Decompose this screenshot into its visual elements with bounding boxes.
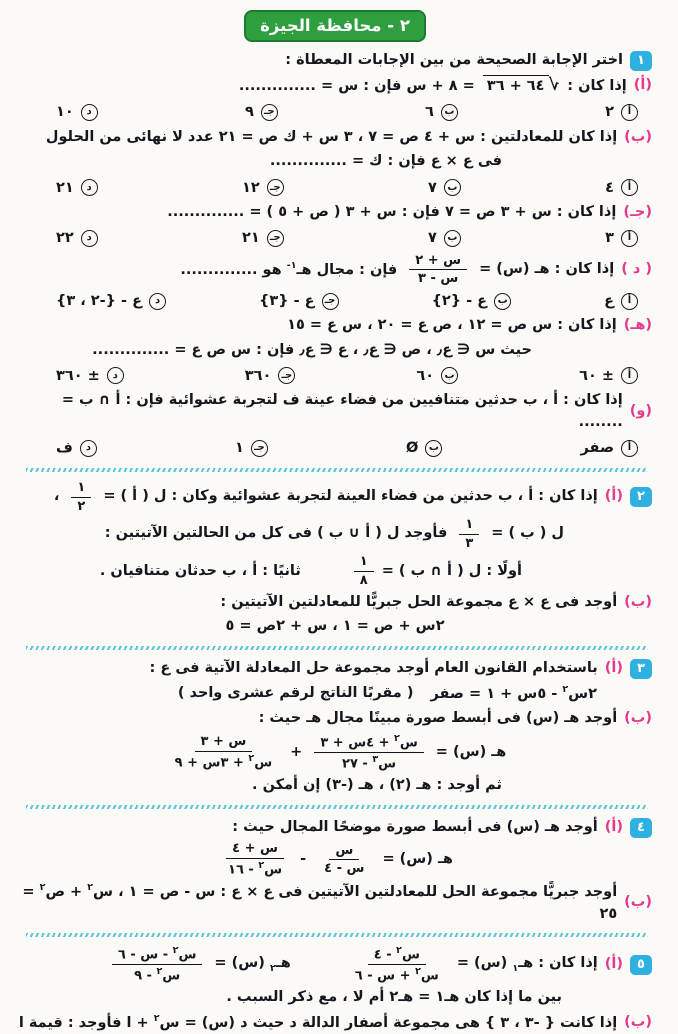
option [605, 104, 638, 121]
fraction-numerator: س + ٢ [409, 253, 467, 271]
exponent: ٢ [415, 966, 421, 978]
q1a-line [18, 75, 652, 98]
q1e-options [18, 364, 652, 387]
option-letter-circle: أ [621, 440, 638, 457]
option [605, 179, 638, 196]
term: (س) = [214, 955, 265, 972]
fraction [459, 517, 479, 551]
fraction [349, 945, 445, 984]
q4b-line [18, 881, 652, 925]
subscript: ٢ [269, 963, 276, 974]
q2b-text1: أوجد فى ع × ع مجموعة الحل جبريًّا للمعادلتين الآتيتين : [220, 593, 618, 610]
q4a-line1 [18, 817, 652, 839]
option-letter-circle: أ [621, 104, 638, 121]
term: أوجد جبريًّا مجموعة الحل للمعادلتين الآتيتين فى ع × ع : س - ص = ١ ، س [93, 883, 618, 900]
fraction-denominator [128, 965, 186, 984]
q2b-tag: (ب) [624, 593, 652, 610]
radical-icon: √ [548, 74, 560, 94]
exponent: ٢ [87, 881, 94, 893]
q1e-line1 [18, 315, 652, 337]
option [235, 440, 268, 457]
q2-number-badge: ٢ [630, 487, 652, 507]
exponent: ٢ [562, 683, 569, 695]
fraction-denominator [222, 859, 288, 878]
option-value: ١٠ [56, 104, 74, 120]
q3a-tag: (أ) [604, 660, 623, 676]
q2a-text3: فأوجد ل ( أ ∪ ب ) فى كل من الحالتين الآتيتين : [104, 525, 448, 542]
option [428, 230, 461, 247]
term: - ٢٧ [342, 756, 368, 772]
exponent: ٣ [372, 754, 379, 765]
option-value: ٧ [428, 230, 437, 247]
option-letter-circle: جـ [322, 293, 339, 310]
term: س [254, 755, 273, 771]
option-letter-circle: أ [621, 230, 638, 247]
q1d-post-run [180, 259, 397, 282]
q2a-line2 [18, 517, 652, 551]
option-value: ± ٣٦٠ [56, 367, 100, 384]
q1f-tag: (و) [629, 403, 652, 420]
option [242, 179, 284, 196]
option-value: صفر [580, 440, 614, 457]
section-divider [26, 646, 648, 650]
option-value: ع [604, 293, 614, 310]
option-value: ٣ [605, 230, 614, 247]
exponent: ٢ [248, 752, 255, 764]
option-value: ٣٦٠ [244, 367, 272, 384]
q1b-line1 [18, 127, 652, 149]
option [581, 440, 638, 457]
option [604, 293, 638, 310]
q5a-lhs1 [457, 953, 598, 976]
term: = ٢٥ [22, 883, 618, 922]
option-letter-circle: جـ [251, 440, 268, 457]
term: س [399, 735, 418, 751]
radicand: ٦٤ + ٣٦ [483, 75, 549, 98]
option [416, 367, 458, 384]
q1f-options [18, 437, 652, 460]
option [56, 104, 98, 121]
option-value: ع - {٣} [259, 293, 315, 310]
option-value: ع - {٢} [431, 293, 488, 310]
q1e-tag: (هـ) [623, 316, 652, 333]
option-letter-circle: د [107, 367, 124, 384]
q1a-tag: (أ) [633, 77, 652, 94]
q1b-options [18, 176, 652, 199]
fraction [112, 945, 203, 984]
option [245, 367, 296, 384]
option-value: ± ٦٠ [579, 367, 614, 384]
q1a-pre: إذا كان : [567, 77, 627, 94]
fraction [409, 253, 467, 287]
option [56, 179, 98, 196]
fraction-denominator [349, 965, 445, 984]
term: + ص [45, 883, 83, 900]
q1e-line2 [18, 340, 652, 362]
option-letter-circle: جـ [267, 179, 284, 196]
q2a-text2: ل ( ب ) = [491, 525, 564, 542]
q1d-options [18, 290, 652, 313]
q5a-text2: بين ما إذا كان هـ١ = هـ٢ أم لا ، مع ذكر السبب . [226, 989, 562, 1006]
term: - ١٦ [228, 862, 254, 878]
q1-title-line [18, 50, 652, 72]
q1f-line [18, 390, 652, 434]
term: س [378, 756, 397, 772]
q1d-pre: إذا كان : هـ (س) = [479, 260, 615, 277]
minus-operator: - [300, 850, 307, 867]
q3b-text1: أوجد هـ (س) فى أبسط صورة مبينًا مجال هـ حيث : [258, 710, 618, 727]
q1d-mid: فإن : مجال هـ [296, 261, 398, 278]
q5b-text [19, 1012, 617, 1034]
q3a-note: ( مقربًا الناتج لرقم عشرى واحد ) [177, 685, 414, 702]
q1b-tag: (ب) [624, 128, 652, 145]
fraction-denominator: ٢ [77, 498, 86, 514]
exponent: ٢ [396, 945, 402, 957]
fraction-numerator: س + ٤ [226, 841, 284, 859]
q5a-formula-line [18, 945, 652, 984]
q1d-post: هو .............. [180, 261, 282, 278]
fraction-numerator [112, 945, 203, 965]
q4a-text1: أوجد هـ (س) فى أبسط صورة موضحًا المجال حيث : [232, 818, 598, 835]
option-value: ٧ [428, 179, 437, 196]
term: إذا كانت { -٣ ، ٣ } هى مجموعة أصفار الدالة د حيث د (س) = س [159, 1014, 618, 1031]
q4b-text [18, 881, 617, 925]
option-letter-circle: أ [621, 367, 638, 384]
option-letter-circle: د [81, 179, 98, 196]
q3b-line3 [18, 775, 652, 797]
option [56, 367, 124, 384]
q4a-formula [18, 841, 652, 878]
q5-number-badge: ٥ [630, 955, 652, 975]
option-value: ٢١ [56, 179, 74, 196]
q1f-text: إذا كان : أ ، ب حدثين متنافيين من فضاء عينة ف لتجربة عشوائية فإن : أ ∩ ب = ........ [61, 392, 623, 431]
fraction [222, 841, 288, 878]
option-letter-circle: ب [441, 104, 458, 121]
option-value: ٦ [425, 104, 434, 120]
q1e-text1: إذا كان : س ص = ١٢ ، ص ع = ٢٠ ، س ع = ١٥ [287, 316, 617, 333]
q2b-line1 [18, 592, 652, 614]
option-value: Ø [406, 440, 419, 457]
option [242, 230, 284, 247]
q2b-equations [18, 616, 652, 638]
q4b-tag: (ب) [624, 894, 652, 911]
plus-operator: + [290, 743, 303, 760]
q2a-comma: ، [53, 488, 60, 505]
option [406, 440, 442, 457]
option-value: ع - {-٢ ، ٣} [56, 293, 143, 310]
term: س [162, 968, 181, 984]
q3-number-badge: ٣ [630, 659, 652, 679]
option-letter-circle: ب [494, 293, 511, 310]
option-letter-circle: د [149, 293, 166, 310]
fraction-denominator: س - ٣ [418, 271, 459, 287]
q3a-eq-post: - ٥س + ١ = صفر [430, 685, 558, 702]
option [425, 104, 458, 121]
fraction [318, 843, 370, 877]
q2a-text1: إذا كان : أ ، ب حدثين من فضاء العينة لتجربة عشوائية وكان : ل ( أ ) = [103, 488, 598, 505]
option-value: ٢١ [242, 230, 260, 247]
option-letter-circle: ب [444, 179, 461, 196]
q1d-line [18, 253, 652, 287]
subscript: ١ [512, 963, 519, 974]
q2a-cases-line [18, 554, 652, 588]
option-value: ف [56, 440, 73, 457]
fraction-denominator [169, 752, 278, 771]
option-letter-circle: جـ [278, 367, 295, 384]
option [428, 179, 461, 196]
option-letter-circle: د [80, 440, 97, 457]
term: - ٩ [134, 968, 152, 984]
option [56, 440, 97, 457]
q1-title: اختر الإجابة الصحيحة من بين الإجابات المعطاة : [285, 52, 623, 68]
q3b-line1 [18, 708, 652, 730]
option-value: ٢٢ [56, 230, 74, 247]
fraction-numerator [368, 945, 426, 965]
option-value: ٤ [605, 179, 614, 196]
option-letter-circle: جـ [261, 104, 278, 121]
inverse-exponent: -١ [286, 259, 297, 271]
q3b-lhs: هـ (س) = [435, 743, 507, 760]
q3a-line1 [18, 658, 652, 680]
q1-number-badge: ١ [630, 51, 652, 71]
governorate-badge: ٢ - محافظة الجيزة [244, 10, 426, 42]
option [245, 104, 278, 121]
q1b-text1: إذا كان للمعادلتين : س + ٤ ص = ٧ ، ٣ س + ك ص = ٢١ عدد لا نهائى من الحلول [45, 128, 618, 145]
option-letter-circle: ب [441, 367, 458, 384]
option-letter-circle: د [81, 104, 98, 121]
q2a-second-case: ثانيًا : أ ، ب حدثان متنافيان . [99, 562, 301, 579]
section-divider [26, 933, 648, 937]
q5a-tag: (أ) [604, 955, 623, 972]
q2a-tag: (أ) [604, 488, 623, 505]
exponent: ٢ [394, 733, 400, 745]
fraction-numerator: س + ٣ [195, 734, 253, 752]
q1c-text: إذا كان : س + ٣ ص = ٧ فإن : س + ٣ ( ص + ٥ ) = .............. [167, 204, 617, 220]
option-letter-circle: ب [444, 230, 461, 247]
fraction-numerator [314, 733, 423, 753]
q1b-line2 [18, 151, 652, 173]
q3b-tag: (ب) [624, 710, 652, 727]
term: + س - ٦ [354, 968, 411, 984]
option-letter-circle: أ [621, 293, 638, 310]
q1e-text2: حيث س ∈ ع٫ ، ص ∈ ع٫ ، ع ∈ ع٫ فإن : س ص ع = .............. [92, 341, 532, 358]
fraction-denominator: س - ٤ [324, 861, 365, 877]
section-divider [26, 468, 648, 472]
term: س [420, 968, 439, 984]
option-letter-circle: د [81, 230, 98, 247]
term: + ا فأوجد : قيمة ا [18, 1014, 149, 1031]
exponent: ٢ [258, 860, 265, 872]
q4a-tag: (أ) [604, 818, 623, 835]
q3a-eq-pre: ٢س [568, 685, 597, 702]
fraction-denominator: ٣ [465, 535, 474, 551]
term: + ٤س + ٣ [320, 735, 390, 751]
q4a-lhs: هـ (س) = [382, 850, 453, 867]
fraction-numerator: ١ [354, 554, 374, 572]
q2a-line1 [18, 480, 652, 514]
q1c-tag: (جـ) [623, 204, 652, 220]
option-value: ١ [235, 440, 244, 457]
term: س [178, 947, 197, 963]
option-value: ٩ [244, 104, 254, 120]
q1d-tag: ( د ) [621, 260, 652, 277]
q4-number-badge: ٤ [630, 818, 652, 838]
term: س [264, 862, 283, 878]
fraction [169, 734, 278, 771]
option-letter-circle: أ [621, 179, 638, 196]
option [56, 293, 166, 310]
term: إذا كان : هـ [518, 955, 598, 972]
fraction [71, 480, 91, 514]
q1c-options [18, 227, 652, 250]
radical [483, 75, 559, 98]
q2a-first-case [382, 561, 522, 583]
term: - ٤ [373, 947, 392, 963]
term: - س - ٦ [117, 947, 169, 963]
option-letter-circle: ب [425, 440, 442, 457]
term: هـ [275, 955, 291, 972]
option [56, 230, 98, 247]
option [579, 367, 638, 384]
exponent: ٢ [153, 1012, 160, 1024]
term: س [401, 947, 420, 963]
term: + ٣س + ٩ [174, 755, 244, 771]
fraction-numerator: س [329, 843, 359, 861]
q1c-line [18, 202, 652, 224]
q1b-text2: فى ع × ع فإن : ك = .............. [269, 153, 502, 170]
q3b-formula [18, 733, 652, 772]
q3a-text1: باستخدام القانون العام أوجد مجموعة حل المعادلة الآتية فى ع : [149, 660, 598, 676]
term: (س) = [456, 955, 508, 972]
option-letter-circle: جـ [267, 230, 284, 247]
fraction-numerator: ١ [71, 480, 91, 498]
option-value: ١٢ [242, 179, 260, 196]
q1a-post: = ٨ + س فإن : س = .............. [238, 77, 475, 94]
q1a-options [18, 101, 652, 124]
fraction-numerator: ١ [459, 517, 479, 535]
q1a-text [239, 75, 627, 98]
q5b-line [18, 1012, 652, 1034]
option [605, 230, 638, 247]
header [18, 10, 652, 42]
fraction-denominator [336, 753, 402, 772]
fraction [354, 554, 374, 588]
exponent: ٢ [39, 881, 46, 893]
q5a-line2 [18, 987, 652, 1009]
q3a-equation-line [18, 683, 652, 706]
q2a-first-text: أولًا : ل ( أ ∩ ب ) = [381, 562, 522, 579]
exponent: ٢ [156, 966, 163, 978]
fraction [314, 733, 423, 772]
option [259, 293, 339, 310]
section-divider [26, 805, 648, 809]
q3b-text3: ثم أوجد : هـ (٢) ، هـ (-٣) إن أمكن . [252, 776, 502, 793]
fraction-denominator: ٨ [359, 572, 368, 588]
q3a-equation [430, 683, 597, 706]
option [432, 293, 512, 310]
q2b-equation-text: ٢س + ص = ١ ، س + ٢ص = ٥ [225, 618, 445, 635]
option-value: ٢ [605, 104, 614, 120]
q5a-lhs2 [214, 953, 290, 976]
exponent: ٢ [172, 945, 179, 957]
q5b-tag: (ب) [624, 1014, 652, 1031]
option-value: ٦٠ [416, 367, 435, 384]
